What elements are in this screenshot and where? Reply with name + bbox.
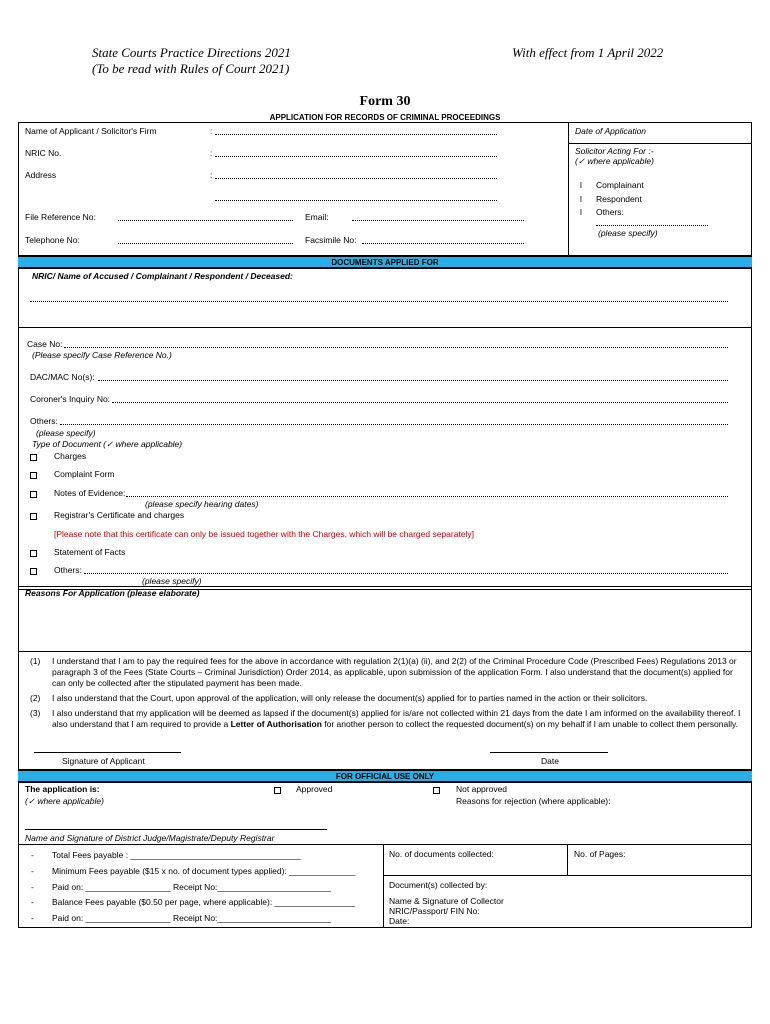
bullet: l xyxy=(580,207,582,217)
collected-by-label: Document(s) collected by: xyxy=(389,880,488,890)
documents-box xyxy=(18,328,752,590)
dash: - xyxy=(31,850,34,860)
solicitor-acting-label: Solicitor Acting For :- xyxy=(575,146,654,156)
case-no-field[interactable] xyxy=(64,347,728,348)
registrar-checkbox[interactable] xyxy=(30,511,37,521)
others-note: (please specify) xyxy=(598,228,658,238)
evidence-checkbox[interactable] xyxy=(30,489,37,499)
case-no-label: Case No: xyxy=(27,339,63,349)
undertaking-3-line-2 xyxy=(52,719,738,729)
collection-divider xyxy=(383,875,752,876)
total-fees[interactable]: Total Fees payable : ____________________________________ xyxy=(52,850,301,860)
accused-label: NRIC/ Name of Accused / Complainant / Respondent / Deceased: xyxy=(32,271,293,281)
option-complainant[interactable]: Complainant xyxy=(596,180,644,190)
complaint-checkbox[interactable] xyxy=(30,470,37,480)
evidence-label: Notes of Evidence: xyxy=(54,488,126,498)
approved-checkbox[interactable] xyxy=(274,785,281,795)
applicant-signature-line[interactable] xyxy=(34,752,181,753)
paid-on-1[interactable]: Paid on: __________________ Receipt No:________________________ xyxy=(52,882,331,892)
option-others[interactable]: Others: xyxy=(596,207,624,217)
charges-checkbox[interactable] xyxy=(30,452,37,462)
nric-field[interactable] xyxy=(215,156,497,157)
where-applicable-note: (✓ where applicable) xyxy=(25,796,104,806)
rules-of-court-note: (To be read with Rules of Court 2021) xyxy=(92,61,290,76)
undertaking-3-line-1: I also understand that my application will be deemed as lapsed if the document(s) applied for is/are not collected within 21 days from the date I am informed on the availability thereof. I xyxy=(52,708,741,718)
balance-fees[interactable]: Balance Fees payable ($0.50 per page, where applicable): _________________ xyxy=(52,897,355,907)
coroner-label: Coroner's Inquiry No: xyxy=(30,394,111,404)
effective-date: With effect from 1 April 2022 xyxy=(512,45,664,60)
paid-on-2[interactable]: Paid on: __________________ Receipt No:________________________ xyxy=(52,913,331,923)
others-field[interactable] xyxy=(596,225,708,226)
facsimile-field[interactable] xyxy=(362,243,524,244)
complaint-label: Complaint Form xyxy=(54,469,115,479)
others-type-checkbox[interactable] xyxy=(30,566,37,576)
others-type-label: Others: xyxy=(54,565,82,575)
undertaking-1-line-1: I understand that I am to pay the required fees for the above in accordance with regulation 2(1)(a) (ii), and 2(2) of the Criminal Procedure Code (Prescribed Fees) Regulations 2013 or xyxy=(52,656,737,666)
no-of-pages-label: No. of Pages: xyxy=(574,849,626,859)
official-divider xyxy=(18,844,752,845)
signature-of-applicant-label: Signature of Applicant xyxy=(62,756,145,766)
reasons-label: Reasons For Application (please elaborate) xyxy=(25,588,200,598)
judge-signature-label: Name and Signature of District Judge/Magistrate/Deputy Registrar xyxy=(25,833,275,843)
form-subtitle: APPLICATION FOR RECORDS OF CRIMINAL PROCEEDINGS xyxy=(269,113,501,122)
date-of-application-label: Date of Application xyxy=(575,126,647,136)
side-hline xyxy=(568,143,752,144)
collector-id-label: NRIC/Passport/ FIN No: xyxy=(389,906,480,916)
colon: : xyxy=(210,170,213,180)
evidence-note: (please specify hearing dates) xyxy=(145,499,259,509)
email-label: Email: xyxy=(305,212,329,222)
acting-note: (✓ where applicable) xyxy=(575,156,654,166)
others-doc-field[interactable] xyxy=(60,424,728,425)
telephone-field[interactable] xyxy=(118,243,293,244)
not-approved-checkbox[interactable] xyxy=(433,785,440,795)
not-approved-label: Not approved xyxy=(456,784,508,794)
charges-label: Charges xyxy=(54,451,87,461)
colon: : xyxy=(210,126,213,136)
evidence-field[interactable] xyxy=(126,496,728,497)
application-is-label: The application is: xyxy=(25,784,100,794)
address-field-1[interactable] xyxy=(215,178,497,179)
others-type-note: (please specify) xyxy=(142,576,202,586)
documents-bar: DOCUMENTS APPLIED FOR xyxy=(18,256,752,269)
letter-of-authorisation: Letter of Authorisation xyxy=(230,719,322,729)
others-doc-note: (please specify) xyxy=(36,428,96,438)
bullet: l xyxy=(580,180,582,190)
undertaking-3-num: (3) xyxy=(30,708,41,718)
file-ref-label: File Reference No: xyxy=(25,212,96,222)
dash: - xyxy=(31,897,34,907)
name-label: Name of Applicant / Solicitor's Firm xyxy=(25,126,157,136)
telephone-label: Telephone No: xyxy=(25,235,80,245)
rejection-reasons-label: Reasons for rejection (where applicable): xyxy=(456,796,611,806)
undertaking-2-line-1: I also understand that the Court, upon approval of the application, will only release the document(s) applied for to parties named in the action or their solicitors. xyxy=(52,693,648,703)
undertaking-1-line-3: can only be collected after the stipulated payment has been made. xyxy=(52,678,302,688)
option-respondent[interactable]: Respondent xyxy=(596,194,642,204)
others-doc-label: Others: xyxy=(30,416,58,426)
registrar-note: [Please note that this certificate can only be issued together with the Charges, which will be charged separately] xyxy=(54,529,475,539)
coroner-field[interactable] xyxy=(112,402,728,403)
undertaking-1-line-2: paragraph 3 of the Fees (State Courts – Criminal Jurisdiction) Order 2014, as applicable, upon submission of the application Form. I also understand that the document(s) applied for xyxy=(52,667,733,677)
file-ref-field[interactable] xyxy=(118,220,293,221)
undertaking-2-num: (2) xyxy=(30,693,41,703)
approved-label: Approved xyxy=(296,784,333,794)
dash: - xyxy=(31,882,34,892)
facts-label: Statement of Facts xyxy=(54,547,126,557)
undertaking-3-line-2-text: also understand that I am required to provide a xyxy=(52,719,231,729)
docs-collected-label: No. of documents collected: xyxy=(389,849,494,859)
nric-label: NRIC No. xyxy=(25,148,62,158)
dac-label: DAC/MAC No(s): xyxy=(30,372,95,382)
address-label: Address xyxy=(25,170,57,180)
email-field[interactable] xyxy=(352,220,524,221)
type-of-document-label: Type of Document (✓ where applicable) xyxy=(32,439,183,449)
minimum-fees[interactable]: Minimum Fees payable ($15 x no. of document types applied): ______________ xyxy=(52,866,356,876)
others-type-field[interactable] xyxy=(84,573,728,574)
bullet: l xyxy=(580,194,582,204)
form-title: Form 30 xyxy=(359,94,411,109)
dash: - xyxy=(31,866,34,876)
registrar-label: Registrar's Certificate and charges xyxy=(54,510,185,520)
undertaking-1-num: (1) xyxy=(30,656,41,666)
official-use-bar: FOR OFFICIAL USE ONLY xyxy=(18,770,752,783)
dac-field[interactable] xyxy=(98,380,728,381)
facsimile-label: Facsimile No: xyxy=(305,235,357,245)
date-signature-line[interactable] xyxy=(490,752,608,753)
practice-directions-title: State Courts Practice Directions 2021 xyxy=(92,45,291,60)
collector-date-label: Date: xyxy=(389,916,410,926)
accused-field[interactable] xyxy=(30,301,728,302)
dash: - xyxy=(31,913,34,923)
collector-name-label: Name & Signature of Collector xyxy=(389,896,504,906)
name-field[interactable] xyxy=(215,134,497,135)
case-no-note: (Please specify Case Reference No.) xyxy=(32,350,172,360)
date-label: Date xyxy=(541,756,559,766)
judge-signature-line[interactable] xyxy=(25,829,327,830)
facts-checkbox[interactable] xyxy=(30,548,37,558)
address-field-2[interactable] xyxy=(215,200,497,201)
colon: : xyxy=(210,148,213,158)
pages-divider xyxy=(567,844,568,875)
undertaking-3-tail: for another person to collect the requested document(s) on my behalf if I am unable to collect them personally. xyxy=(321,719,738,729)
fees-divider xyxy=(383,844,384,928)
